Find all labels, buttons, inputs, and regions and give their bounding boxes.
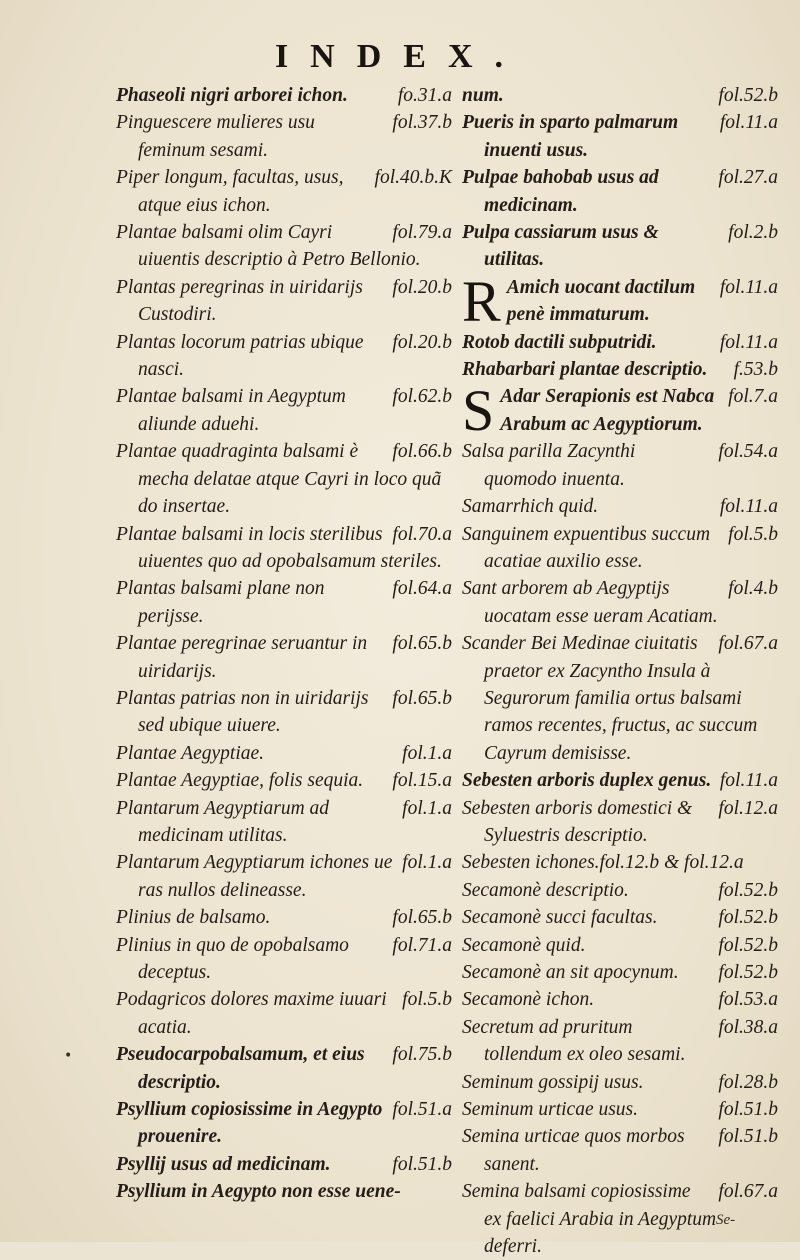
index-entry-folio: fol.65.b: [392, 907, 452, 929]
page-header-title: INDEX.: [274, 38, 526, 75]
index-entry-text: Psyllium copiosissime in Aegypto prouenire.: [116, 1099, 383, 1148]
index-entry-folio: fol.37.b: [392, 112, 452, 134]
index-entry: [116, 767, 452, 794]
index-entry-folio: fol.2.b: [728, 222, 778, 244]
index-entry-text: Pulpa cassiarum usus & utilitas.: [462, 222, 659, 271]
index-entry: [116, 575, 452, 630]
index-entry: [462, 164, 778, 219]
index-entry-folio: fol.11.a: [719, 770, 778, 792]
index-entry-folio: fol.67.a: [718, 633, 778, 655]
index-entry-folio: fol.52.b: [718, 934, 778, 956]
index-entry-text: Piper longum, facultas, usus, atque eius ichon.: [116, 167, 344, 216]
index-entry-text: Pueris in sparto palmarum inuenti usus.: [462, 112, 679, 161]
index-entry-folio: fol.52.b: [718, 879, 778, 901]
index-entry: [116, 82, 452, 109]
index-entry: [116, 740, 452, 767]
index-entry-text: Sant arborem ab Aegyptijs uocatam esse ueram Acatiam.: [462, 578, 718, 627]
index-entry: [462, 767, 778, 794]
index-entry: [462, 1014, 778, 1069]
index-entry-folio: fol.70.a: [392, 523, 452, 545]
index-entry: [116, 274, 452, 329]
index-entry-text: Seminum urticae usus.: [462, 1099, 639, 1121]
index-entry-text: Secamonè descriptio.: [462, 879, 629, 901]
index-entry-text: Adar Serapionis est Nabca Arabum ac Aegyptiorum.: [500, 386, 715, 435]
index-entry: [462, 109, 778, 164]
index-entry: [116, 1178, 452, 1205]
index-entry-text: Phaseoli nigri arborei ichon.: [116, 85, 348, 106]
index-entry: [116, 438, 452, 520]
index-entry-folio: fol.79.a: [392, 222, 452, 244]
index-entry-folio: fol.28.b: [718, 1071, 778, 1093]
index-entry: [116, 383, 452, 438]
index-entry: [116, 1096, 452, 1151]
margin-mark: •: [64, 1048, 73, 1064]
catchword: Se-: [716, 1212, 736, 1228]
index-entry-folio: fol.65.b: [392, 633, 452, 655]
index-entry-text: Plantae quadraginta balsami è mecha delatae atque Cayri in loco quã do insertae.: [116, 441, 442, 518]
index-entry: [462, 932, 778, 959]
index-entry-text: Plinius in quo de opobalsamo deceptus.: [116, 934, 349, 983]
index-entry: [116, 849, 452, 904]
index-entry: [462, 795, 778, 850]
index-entry-text: Semina urticae quos morbos sanent.: [462, 1126, 685, 1175]
index-entry: [462, 630, 778, 767]
index-entry-text: Secamonè succi facultas.: [462, 907, 658, 929]
index-entry: [462, 219, 778, 274]
index-entry-text: Secamonè an sit apocynum.: [462, 962, 679, 983]
index-entry-folio: fol.65.b: [392, 687, 452, 709]
index-entry-text: Podagricos dolores maxime iuuari acatia.: [116, 989, 387, 1038]
index-entry-folio: fol.75.b: [392, 1044, 452, 1066]
index-entry-folio: fol.4.b: [728, 578, 778, 600]
index-entry-text: Plantae Aegyptiae, folis sequia.: [116, 770, 364, 792]
index-entry-text: Plantas balsami plane non perijsse.: [116, 578, 325, 627]
index-entry-folio: fol.51.b: [718, 1126, 778, 1148]
index-entry-folio: fol.51.b: [392, 1153, 452, 1175]
index-entry-folio: fol.38.a: [718, 1016, 778, 1038]
index-entry: [116, 932, 452, 987]
index-entry-folio: fol.1.a: [402, 797, 452, 819]
index-entry-folio: fol.71.a: [392, 934, 452, 956]
index-entry-folio: fol.54.a: [718, 441, 778, 463]
index-entry-folio: fol.20.b: [392, 331, 452, 353]
index-entry-text: Plantas patrias non in uiridarijs sed ubique uiuere.: [116, 687, 369, 737]
index-entry: [116, 986, 452, 1041]
index-entry-text: Secamonè quid.: [462, 934, 586, 956]
index-entry-text: Rotob dactili subputridi.: [462, 331, 657, 353]
index-entry-folio: fol.51.b: [718, 1099, 778, 1121]
index-entry: [462, 986, 778, 1013]
index-entry: [462, 849, 778, 876]
index-entry-text: Plantas locorum patrias ubique nasci.: [116, 331, 364, 381]
drop-capital: R: [462, 268, 501, 334]
index-entry: [462, 575, 778, 630]
index-entry: [462, 1123, 778, 1178]
index-entry-folio: fo.31.a: [397, 85, 452, 106]
index-entry-text: Plantae balsami in locis sterilibus uiuentes quo ad opobalsamum steriles.: [116, 523, 442, 572]
index-entry: [462, 877, 778, 904]
index-entry-folio: fol.12.a: [718, 797, 778, 819]
index-entry-text: Plantarum Aegyptiarum ichones ue ras nullos delineasse.: [116, 852, 393, 901]
index-entry-folio: fol.20.b: [392, 276, 452, 298]
index-entry: [462, 356, 778, 383]
index-entry: [116, 904, 452, 931]
index-entry-text: Plantae balsami olim Cayri uiuentis descriptio à Petro Bellonio.: [116, 222, 421, 271]
index-entry: [462, 378, 778, 444]
index-entry-folio: fol.11.a: [719, 331, 778, 353]
index-entry: [462, 82, 778, 109]
index-entry: [116, 521, 452, 576]
index-entry: [116, 219, 452, 274]
index-entry: [462, 521, 778, 576]
index-entry-text: Semina balsami copiosissime ex faelici Arabia in Aegyptum deferri.: [462, 1181, 717, 1258]
index-entry-text: Pseudocarpobalsamum, et eius descriptio.: [116, 1044, 365, 1093]
index-entry: [462, 268, 778, 334]
index-entry-folio: fol.67.a: [718, 1181, 778, 1203]
index-entry: [462, 904, 778, 931]
index-entry-text: Salsa parilla Zacynthi quomodo inuenta.: [462, 441, 636, 490]
index-entry-text: Plantas peregrinas in uiridarijs Custodiri.: [116, 276, 363, 326]
index-entry-text: Sebesten arboris duplex genus.: [462, 770, 712, 792]
index-entry-text: Plantae peregrinae seruantur in uiridarijs.: [116, 633, 368, 682]
index-entry-text: Pulpae bahobab usus ad medicinam.: [462, 167, 659, 216]
index-entry-folio: fol.11.a: [719, 496, 778, 518]
index-entry: [462, 959, 778, 986]
index-entry-text: Sebesten arboris domestici & Syluestris descriptio.: [462, 797, 693, 846]
index-entry: [116, 109, 452, 164]
index-entry-text: Amich uocant dactilum penè immaturum.: [506, 276, 696, 326]
index-entry: [462, 329, 778, 356]
index-entry-folio: fol.64.a: [392, 578, 452, 600]
index-entry-folio: fol.62.b: [392, 386, 452, 408]
index-entry: [116, 1151, 452, 1178]
index-entry-text: Rhabarbari plantae descriptio.: [462, 359, 708, 381]
index-entry-folio: fol.11.a: [719, 276, 778, 298]
index-entry-folio: fol.7.a: [728, 386, 778, 408]
index-entry-text: Scander Bei Medinae ciuitatis praetor ex Zacyntho Insula à Segurorum familia ortus balsami ramos recentes, fructus, ac succum Cayrum demisisse.: [462, 633, 758, 764]
index-entry: [116, 685, 452, 740]
index-entry-text: Sebesten ichones.fol.12.b & fol.12.a: [462, 852, 744, 874]
index-entry-folio: fol.15.a: [392, 770, 452, 792]
index-entry-text: Plantae balsami in Aegyptum aliunde aduehi.: [116, 386, 346, 435]
index-entry: [462, 1069, 778, 1096]
index-entry-folio: fol.5.b: [402, 989, 452, 1011]
index-entry-text: Pinguescere mulieres usu feminum sesami.: [116, 112, 315, 161]
index-entry: [116, 795, 452, 850]
index-entry-text: Samarrhich quid.: [462, 496, 599, 518]
index-entry-folio: fol.51.a: [392, 1099, 452, 1121]
right-index-column: [462, 82, 778, 1260]
index-entry-folio: fol.40.b.K: [374, 167, 452, 189]
index-entry-folio: fol.66.b: [392, 441, 452, 463]
index-entry: [462, 493, 778, 520]
index-entry-folio: fol.5.b: [728, 523, 778, 545]
index-entry-text: Psyllij usus ad medicinam.: [116, 1153, 331, 1175]
index-entry: [116, 329, 452, 384]
index-entry-text: Plantarum Aegyptiarum ad medicinam utilitas.: [116, 797, 330, 846]
index-entry-folio: fol.52.b: [718, 907, 778, 929]
index-entry-text: Secamonè ichon.: [462, 989, 595, 1011]
index-entry-folio: fol.52.b: [718, 962, 778, 983]
index-entry-folio: f.53.b: [733, 359, 778, 381]
index-entry: [116, 1041, 452, 1096]
index-entry-folio: fol.1.a: [402, 742, 452, 764]
index-entry: [116, 630, 452, 685]
index-entry-text: num.: [462, 85, 504, 106]
index-entry-folio: fol.52.b: [718, 85, 778, 106]
index-entry-text: Secretum ad pruritum tollendum ex oleo sesami.: [462, 1016, 686, 1066]
index-entry-text: Psyllium in Aegypto non esse uene-: [116, 1181, 401, 1203]
left-index-column: [116, 82, 452, 1206]
index-entry-folio: fol.53.a: [718, 989, 778, 1011]
index-entry: [462, 438, 778, 493]
index-entry: [116, 164, 452, 219]
index-entry-folio: fol.11.a: [719, 112, 778, 134]
index-entry-text: Sanguinem expuentibus succum acatiae auxilio esse.: [462, 523, 711, 572]
index-entry: [462, 1096, 778, 1123]
index-entry-folio: fol.1.a: [402, 852, 452, 874]
drop-capital: S: [462, 378, 495, 444]
index-entry-text: Seminum gossipij usus.: [462, 1071, 644, 1093]
index-entry-folio: fol.27.a: [718, 167, 778, 189]
index-entry-text: Plantae Aegyptiae.: [116, 742, 265, 764]
index-entry-text: Plinius de balsamo.: [116, 907, 271, 929]
